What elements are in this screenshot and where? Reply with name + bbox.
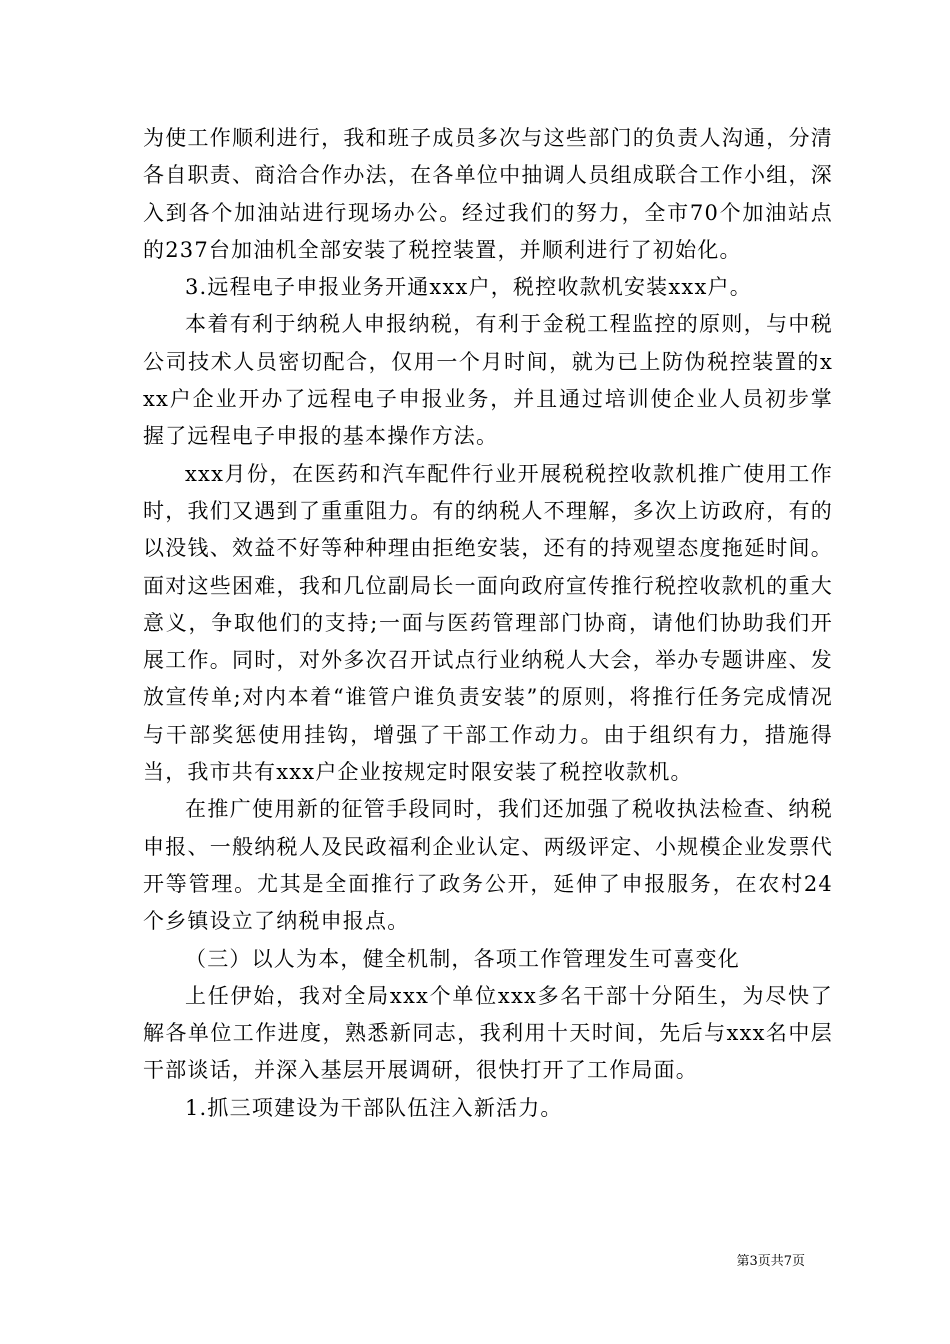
paragraph-7: 上任伊始，我对全局xxx个单位xxx多名干部十分陌生，为尽快了解各单位工作进度，熟悉新同志，我利用十天时间，先后与xxx名中层干部谈话，并深入基层开展调研，很快打开了工作局面。 xyxy=(143,983,833,1083)
paragraph-1: 为使工作顺利进行，我和班子成员多次与这些部门的负责人沟通，分清各自职责、商洽合作办法，在各单位中抽调人员组成联合工作小组，深入到各个加油站进行现场办公。经过我们的努力，全市70个加油站点的237台加油机全部安装了税控装置，并顺利进行了初始化。 xyxy=(143,126,833,262)
section-heading: （三）以人为本，健全机制，各项工作管理发生可喜变化 xyxy=(185,946,740,971)
document-body xyxy=(143,120,833,1127)
subheading-1: 1.抓三项建设为干部队伍注入新活力。 xyxy=(185,1095,563,1120)
page-number-footer: 第3页共7页 xyxy=(736,1254,805,1269)
paragraph-2: 3.远程电子申报业务开通xxx户，税控收款机安装xxx户。 xyxy=(185,275,752,300)
paragraph-5: 在推广使用新的征管手段同时，我们还加强了税收执法检查、纳税申报、一般纳税人及民政福利企业认定、两级评定、小规模企业发票代开等管理。尤其是全面推行了政务公开，延伸了申报服务，在农村24个乡镇设立了纳税申报点。 xyxy=(143,797,833,934)
paragraph-4: xxx月份，在医药和汽车配件行业开展税税控收款机推广使用工作时，我们又遇到了重重阻力。有的纳税人不理解，多次上访政府，有的以没钱、效益不好等种种理由拒绝安装，还有的持观望态度拖延时间。面对这些困难，我和几位副局长一面向政府宣传推行税控收款机的重大意义，争取他们的支持;一面与医药管理部门协商，请他们协助我们开展工作。同时，对外多次召开试点行业纳税人大会，举办专题讲座、发放宣传单;对内本着“谁管户谁负责安装”的原则，将推行任务完成情况与干部奖惩使用挂钩，增强了干部工作动力。由于组织有力，措施得当，我市共有xxx户企业按规定时限安装了税控收款机。 xyxy=(143,461,833,785)
paragraph-3: 本着有利于纳税人申报纳税，有利于金税工程监控的原则，与中税公司技术人员密切配合，仅用一个月时间，就为已上防伪税控装置的xxx户企业开办了远程电子申报业务，并且通过培训使企业人员初步掌握了远程电子申报的基本操作方法。 xyxy=(143,312,833,449)
